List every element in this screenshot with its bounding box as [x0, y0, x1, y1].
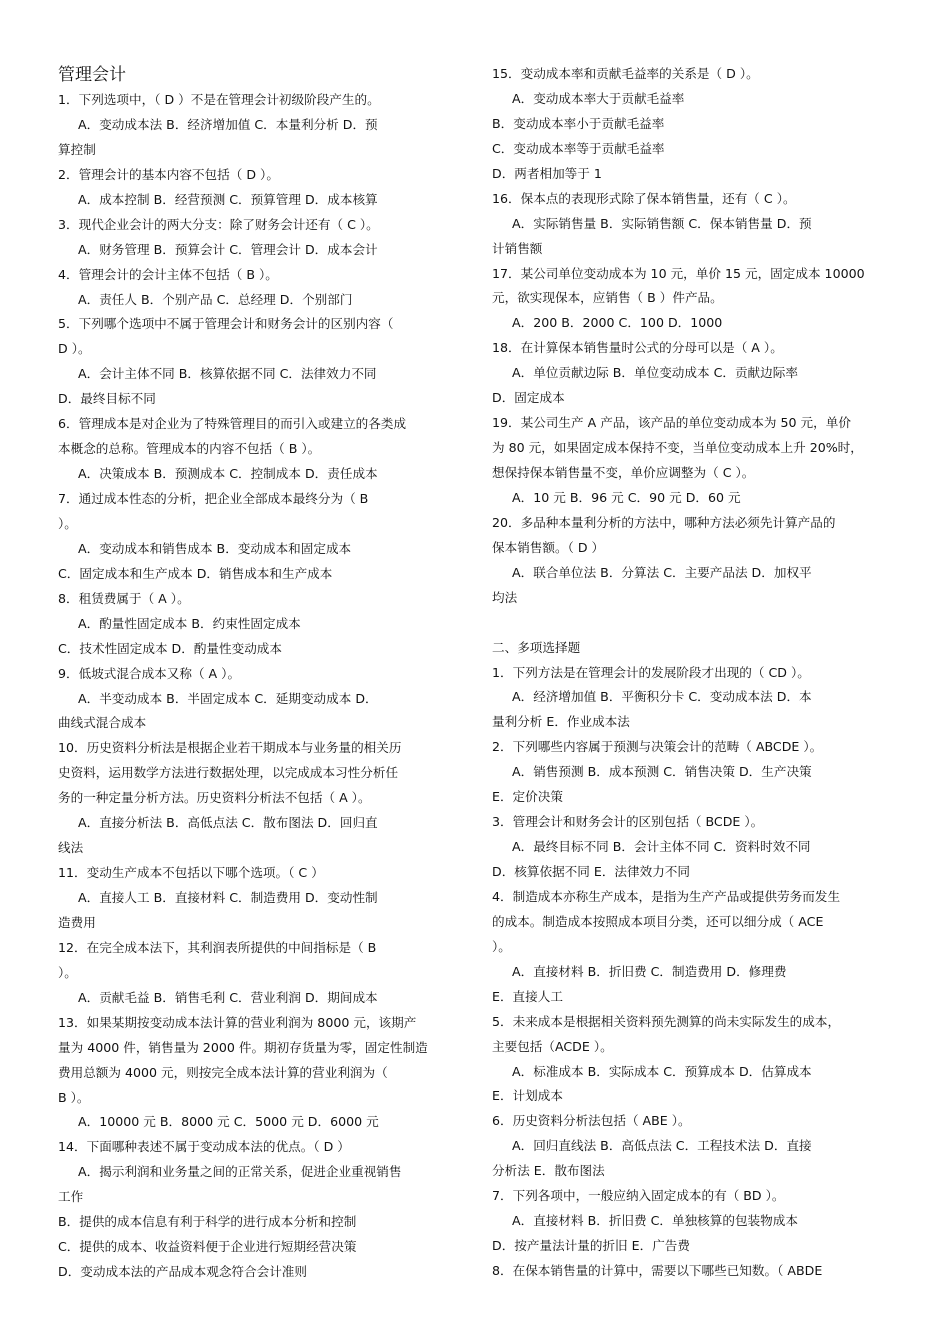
left-text-line: A．10000 元 B．8000 元 C．5000 元 D．6000 元: [78, 1114, 379, 1130]
left-text-line: 2．管理会计的基本内容不包括（ D ）。: [58, 166, 279, 182]
right-text-line: 1．下列方法是在管理会计的发展阶段才出现的（ CD ）。: [492, 664, 810, 680]
right-text-line: E．计划成本: [492, 1088, 563, 1104]
left-text-line: 曲线式混合成本: [58, 715, 147, 731]
left-text-line: A．成本控制 B．经营预测 C．预算管理 D．成本核算: [78, 191, 378, 207]
right-text-line: A．标准成本 B．实际成本 C．预算成本 D．估算成本: [512, 1063, 812, 1079]
right-text-line: A．实际销售量 B．实际销售额 C．保本销售量 D．预: [512, 215, 812, 231]
left-text-line: 11．变动生产成本不包括以下哪个选项。（ C ）: [58, 865, 324, 881]
right-text-line: 8．在保本销售量的计算中，需要以下哪些已知数。（ ABDE: [492, 1263, 823, 1278]
left-text-line: 1．下列选项中，（ D ）不是在管理会计初级阶段产生的。: [58, 92, 380, 107]
left-text-line: 量为 4000 件，销售量为 2000 件。期初存货量为零，固定性制造: [58, 1039, 428, 1055]
right-text-line: 二、多项选择题: [492, 639, 581, 655]
left-text-line: 务的一种定量分析方法。历史资料分析法不包括（ A ）。: [58, 790, 371, 806]
right-text-line: A．直接材料 B．折旧费 C．制造费用 D．修理费: [512, 963, 787, 979]
left-text-line: 6．管理成本是对企业为了特殊管理目的而引入或建立的各类成: [58, 416, 407, 432]
left-text-line: 9．低坡式混合成本又称（ A ）。: [58, 665, 241, 681]
right-text-line: A．变动成本率大于贡献毛益率: [512, 90, 685, 106]
right-text-line: A．最终目标不同 B．会计主体不同 C．资料时效不同: [512, 839, 811, 855]
right-text-line: 18．在计算保本销售量时公式的分母可以是（ A ）。: [492, 340, 783, 356]
left-text-line: 5．下列哪个选项中不属于管理会计和财务会计的区别内容（: [58, 316, 394, 332]
right-text-line: 分析法 E．散布图法: [492, 1163, 605, 1179]
left-text-line: 史资料，运用数学方法进行数据处理，以完成成本习性分析任: [58, 765, 399, 781]
left-column: [58, 62, 462, 1285]
left-text-line: A．酌量性固定成本 B．约束性固定成本: [78, 615, 301, 631]
right-text-line: 主要包括（ACDE ）。: [492, 1038, 613, 1054]
right-text-line: [492, 611, 892, 636]
right-text-line: E．直接人工: [492, 988, 563, 1004]
left-text-line: A．直接人工 B．直接材料 C．制造费用 D．变动性制: [78, 890, 378, 905]
right-text-line: 4．制造成本亦称生产成本，是指为生产产品或提供劳务而发生: [492, 888, 841, 904]
left-text-line: 8．租赁费属于（ A ）。: [58, 590, 190, 606]
right-column: [492, 62, 892, 1284]
right-text-line: 5．未来成本是根据相关资料预先测算的尚未实际发生的成本，: [492, 1013, 841, 1029]
left-text-line: 13．如果某期按变动成本法计算的营业利润为 8000 元，该期产: [58, 1014, 417, 1030]
right-text-line: A．直接材料 B．折旧费 C．单独核算的包装物成本: [512, 1213, 798, 1229]
right-text-line: 2．下列哪些内容属于预测与决策会计的范畴（ ABCDE ）。: [492, 739, 823, 755]
right-text-line: A．单位贡献边际 B．单位变动成本 C．贡献边际率: [512, 365, 798, 381]
left-text-line: 工作: [58, 1189, 84, 1205]
right-text-line: E．定价决策: [492, 789, 563, 805]
left-text-line: 14．下面哪种表述不属于变动成本法的优点。（ D ）: [58, 1139, 350, 1155]
left-text-line: C．技术性固定成本 D．酌量性变动成本: [58, 640, 282, 656]
right-text-line: A．200 B．2000 C．100 D．1000: [512, 315, 723, 331]
left-text-line: 12．在完全成本法下，其利润表所提供的中间指标是（ B: [58, 939, 377, 955]
left-text-line: 7．通过成本性态的分析，把企业全部成本最终分为（ B: [58, 491, 369, 506]
right-text-line: 17．某公司单位变动成本为 10 元，单价 15 元，固定成本 10000: [492, 265, 865, 281]
right-text-line: 均法: [492, 589, 518, 605]
right-text-line: 计销售额: [492, 240, 543, 256]
left-text-line: 3．现代企业会计的两大分支：除了财务会计还有（ C ）。: [58, 216, 379, 232]
right-text-line: ）。: [492, 938, 511, 954]
left-text-line: 算控制: [58, 141, 96, 157]
right-text-line: 为 80 元，如果固定成本保持不变，当单位变动成本上升 20%时，: [492, 440, 863, 456]
left-text-line: 线法: [58, 840, 84, 856]
right-text-line: B．变动成本率小于贡献毛益率: [492, 115, 665, 131]
right-text-line: A．联合单位法 B．分算法 C．主要产品法 D．加权平: [512, 564, 812, 580]
left-text-line: A．贡献毛益 B．销售毛利 C．营业利润 D．期间成本: [78, 989, 378, 1005]
right-text-line: 20．多品种本量利分析的方法中，哪种方法必须先计算产品的: [492, 514, 836, 530]
left-text-line: 4．管理会计的会计主体不包括（ B ）。: [58, 266, 278, 282]
right-text-line: D．按产量法计量的折旧 E．广告费: [492, 1238, 690, 1254]
left-text-line: A．变动成本和销售成本 B．变动成本和固定成本: [78, 540, 352, 556]
left-text-line: A．决策成本 B．预测成本 C．控制成本 D．责任成本: [78, 466, 378, 482]
left-text-line: C．提供的成本、收益资料便于企业进行短期经营决策: [58, 1239, 357, 1255]
right-text-line: 想保持保本销售量不变，单价应调整为（ C ）。: [492, 465, 755, 480]
right-text-line: D．固定成本: [492, 390, 565, 406]
right-text-line: C．变动成本率等于贡献毛益率: [492, 140, 665, 156]
document-title: 管理会计: [58, 65, 126, 85]
left-text-line: ）。: [58, 964, 77, 980]
right-text-line: 16．保本点的表现形式除了保本销售量，还有（ C ）。: [492, 190, 796, 206]
left-text-line: 费用总额为 4000 元，则按完全成本法计算的营业利润为（: [58, 1064, 388, 1080]
right-text-line: 6．历史资料分析法包括（ ABE ）。: [492, 1113, 691, 1129]
right-question-lines: [492, 62, 892, 1284]
left-text-line: A．直接分析法 B．高低点法 C．散布图法 D．回归直: [78, 815, 378, 831]
left-text-line: ）。: [58, 515, 77, 531]
left-text-line: B．提供的成本信息有利于科学的进行成本分析和控制: [58, 1214, 357, 1230]
left-question-lines: [58, 88, 462, 1285]
right-text-line: 保本销售额。（ D ）: [492, 539, 605, 555]
right-text-line: 19．某公司生产 A 产品，该产品的单位变动成本为 50 元，单价: [492, 415, 851, 431]
left-text-line: A．责任人 B．个别产品 C．总经理 D．个别部门: [78, 291, 353, 307]
left-text-line: B ）。: [58, 1089, 90, 1105]
right-text-line: 元，欲实现保本，应销售（ B ）件产品。: [492, 290, 723, 306]
right-text-line: 15．变动成本率和贡献毛益率的关系是（ D ）。: [492, 66, 759, 81]
right-text-line: D．核算依据不同 E．法律效力不同: [492, 864, 690, 879]
right-text-line: A．经济增加值 B．平衡积分卡 C．变动成本法 D．本: [512, 689, 812, 705]
right-text-line: A．销售预测 B．成本预测 C．销售决策 D．生产决策: [512, 764, 812, 780]
right-text-line: 7．下列各项中，一般应纳入固定成本的有（ BD ）。: [492, 1188, 785, 1204]
right-text-line: 的成本。制造成本按照成本项目分类，还可以细分成（ ACE: [492, 913, 824, 929]
left-text-line: A．财务管理 B．预算会计 C．管理会计 D．成本会计: [78, 241, 378, 257]
left-text-line: D．最终目标不同: [58, 391, 156, 407]
left-text-line: 10．历史资料分析法是根据企业若干期成本与业务量的相关历: [58, 740, 402, 756]
left-text-line: A．揭示利润和业务量之间的正常关系，促进企业重视销售: [78, 1164, 402, 1180]
left-text-line: A．会计主体不同 B．核算依据不同 C．法律效力不同: [78, 366, 377, 382]
left-text-line: D ）。: [58, 341, 91, 357]
right-text-line: A．回归直线法 B．高低点法 C．工程技术法 D．直接: [512, 1138, 812, 1154]
left-text-line: 本概念的总称。管理成本的内容不包括（ B ）。: [58, 441, 321, 457]
left-text-line: 造费用: [58, 914, 96, 930]
left-text-line: A．半变动成本 B．半固定成本 C．延期变动成本 D．: [78, 690, 378, 706]
left-text-line: A．变动成本法 B．经济增加值 C．本量利分析 D．预: [78, 116, 378, 132]
right-text-line: A．10 元 B．96 元 C．90 元 D．60 元: [512, 489, 741, 505]
left-text-line: C．固定成本和生产成本 D．销售成本和生产成本: [58, 565, 333, 581]
right-text-line: 量利分析 E．作业成本法: [492, 714, 630, 730]
left-text-line: D．变动成本法的产品成本观念符合会计准则: [58, 1264, 307, 1280]
right-text-line: D．两者相加等于 1: [492, 165, 602, 181]
right-text-line: 3．管理会计和财务会计的区别包括（ BCDE ）。: [492, 814, 764, 830]
